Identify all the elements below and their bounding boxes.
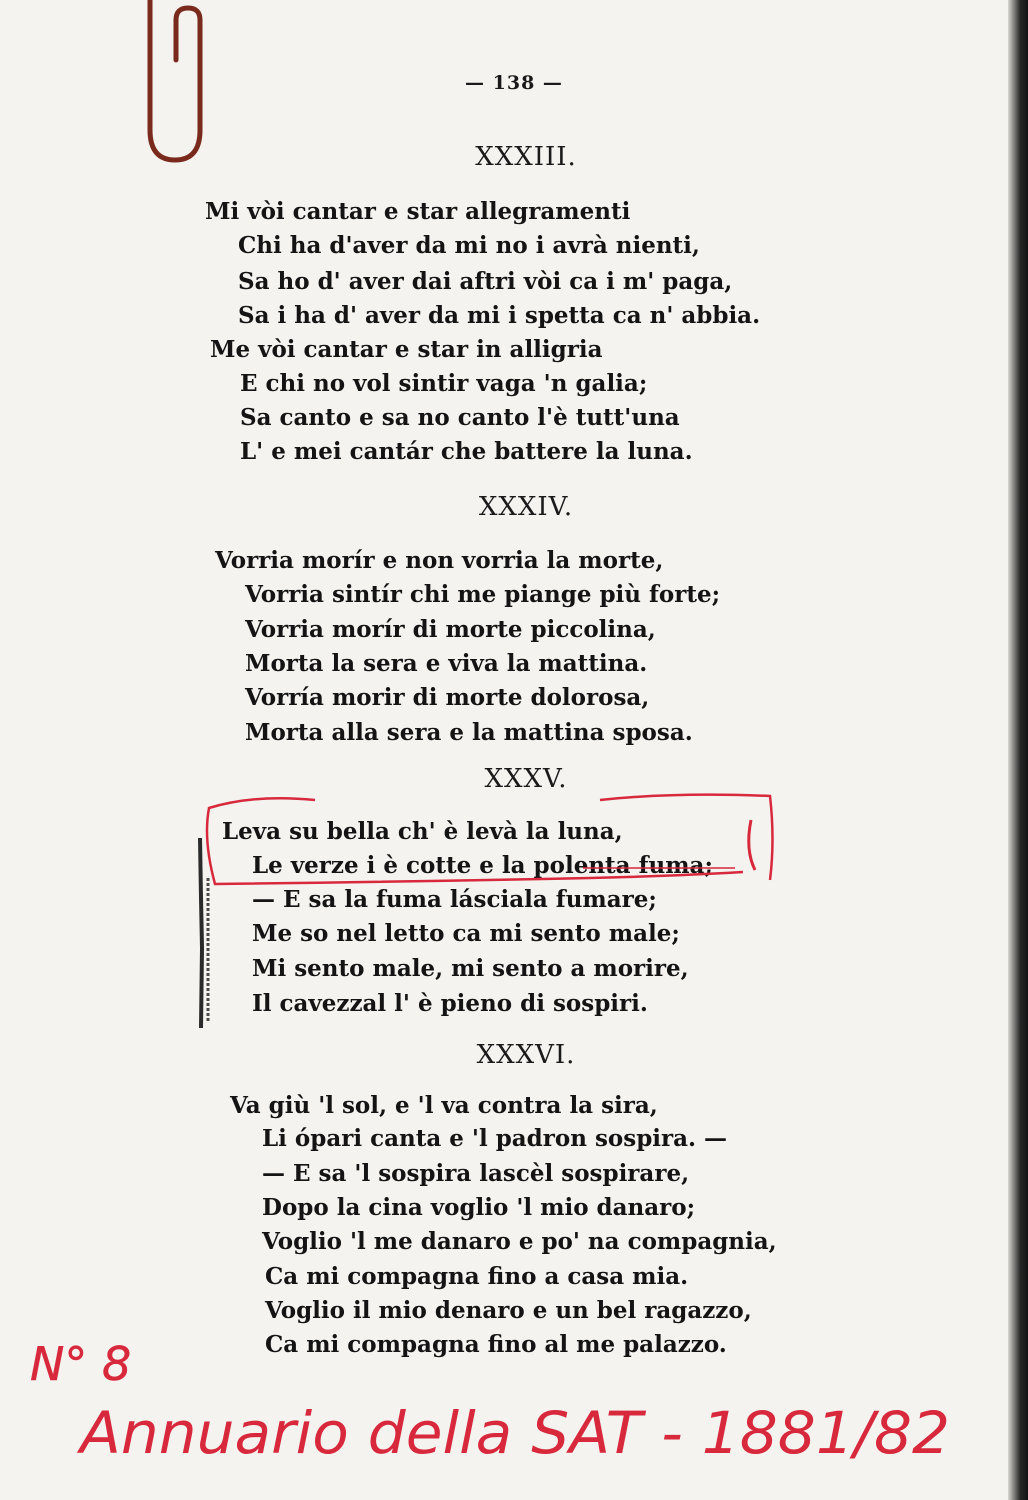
poem-line: Ca mi compagna fino a casa mia. — [265, 1263, 689, 1290]
poem-line: Sa ho d' aver dai aftri vòi ca i m' paga, — [238, 268, 733, 295]
poem-line: Vorria sintír chi me piange più forte; — [245, 581, 721, 608]
poem-line: E chi no vol sintir vaga 'n galia; — [240, 370, 648, 397]
poem-line: L' e mei cantár che battere la luna. — [240, 438, 693, 465]
poem-line: Leva su bella ch' è levà la luna, — [222, 818, 623, 845]
page-edge-shadow — [1008, 0, 1028, 1500]
pencil-margin-mark — [192, 838, 222, 1038]
poem-line: Va giù 'l sol, e 'l va contra la sira, — [230, 1092, 658, 1119]
poem-title-xxxiii: XXXIII. — [475, 142, 577, 172]
poem-line: — E sa 'l sospira lascèl sospirare, — [262, 1160, 690, 1187]
poem-title-xxxvi: XXXVI. — [476, 1040, 576, 1070]
poem-line: Me so nel letto ca mi sento male; — [252, 920, 680, 947]
poem-line: Dopo la cina voglio 'l mio danaro; — [262, 1194, 696, 1221]
handwritten-source: Annuario della SAT - 1881/82 — [75, 1399, 951, 1467]
handwritten-annotation — [30, 1335, 990, 1475]
poem-line: Me vòi cantar e star in alligria — [210, 336, 603, 363]
poem-line: Le verze i è cotte e la polenta fuma; — [252, 852, 713, 879]
poem-title-xxxiv: XXXIV. — [478, 492, 574, 522]
poem-line: — E sa la fuma lásciala fumare; — [252, 886, 657, 913]
poem-line: Vorria morír e non vorria la morte, — [215, 547, 664, 574]
poem-line: Chi ha d'aver da mi no i avrà nienti, — [238, 232, 700, 259]
poem-line: Vorria morír di morte piccolina, — [245, 616, 656, 643]
poem-line: Il cavezzal l' è pieno di sospiri. — [252, 990, 648, 1017]
poem-line: Morta alla sera e la mattina sposa. — [245, 719, 693, 746]
poem-line: Ca mi compagna fino al me palazzo. — [265, 1331, 727, 1358]
poem-line: Mi vòi cantar e star allegramenti — [205, 198, 631, 225]
poem-line: Li ópari canta e 'l padron sospira. — — [262, 1125, 728, 1152]
poem-line: Mi sento male, mi sento a morire, — [252, 955, 689, 982]
page-number: — 138 — — [465, 72, 563, 94]
poem-line: Voglio il mio denaro e un bel ragazzo, — [265, 1297, 752, 1324]
handwritten-number: N° 8 — [30, 1337, 132, 1391]
poem-line: Sa canto e sa no canto l'è tutt'una — [240, 404, 680, 431]
poem-line: Voglio 'l me danaro e po' na compagnia, — [262, 1228, 777, 1255]
poem-title-xxxv: XXXV. — [484, 764, 568, 794]
poem-line: Vorría morir di morte dolorosa, — [245, 684, 650, 711]
poem-line: Sa i ha d' aver da mi i spetta ca n' abbia. — [238, 302, 761, 329]
red-pen-bracket — [195, 780, 785, 890]
poem-line: Morta la sera e viva la mattina. — [245, 650, 648, 677]
